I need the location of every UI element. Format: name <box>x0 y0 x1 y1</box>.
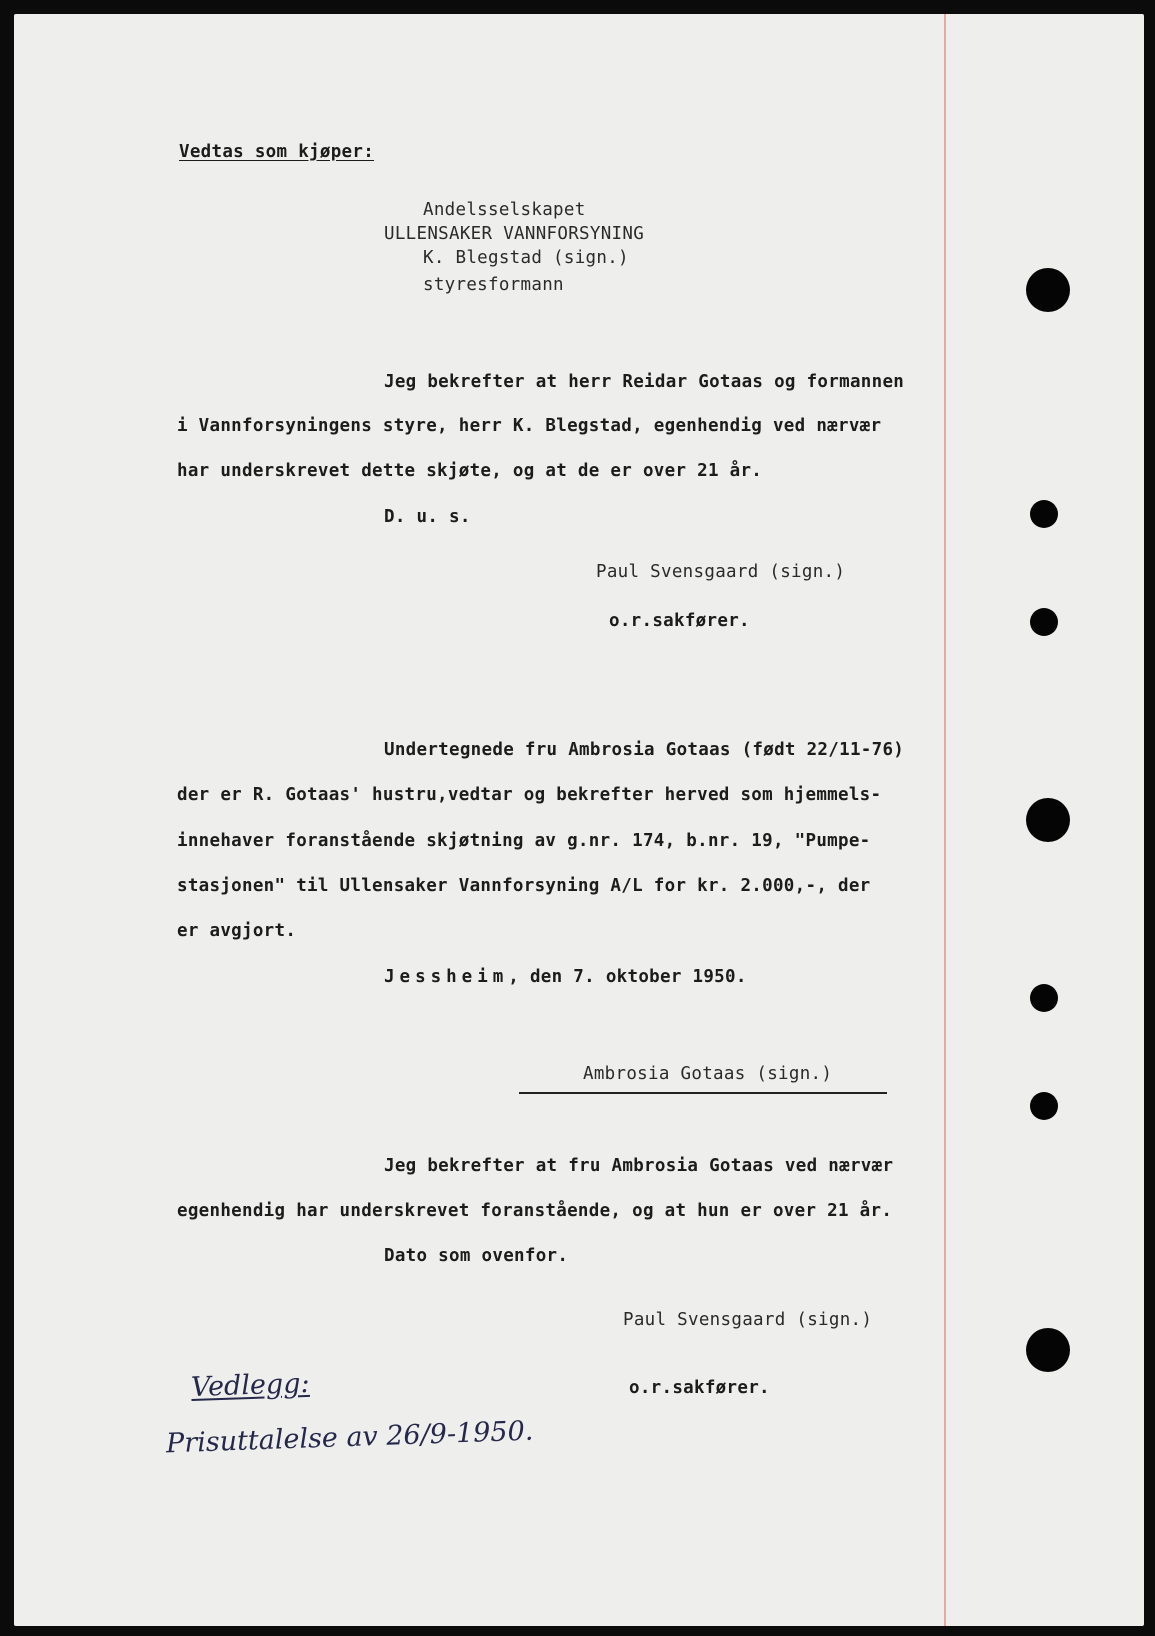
margin-line <box>944 14 946 1626</box>
punch-hole <box>1026 798 1070 842</box>
buyer-role: styresformann <box>423 275 564 295</box>
para2-line1: Undertegnede fru Ambrosia Gotaas (født 22/11-76) <box>384 740 905 760</box>
punch-hole <box>1030 1092 1058 1120</box>
punch-hole <box>1030 984 1058 1012</box>
sig1-name: Paul Svensgaard (sign.) <box>596 562 846 582</box>
heading: Vedtas som kjøper: <box>179 142 375 162</box>
para1-closing: D. u. s. <box>384 507 471 527</box>
para2-line5: er avgjort. <box>177 921 297 941</box>
para3-line2: egenhendig har underskrevet foranstående, og at hun er over 21 år. <box>177 1201 893 1221</box>
handwritten-attachment-label: Vedlegg: <box>190 1367 311 1404</box>
para3-line3: Dato som ovenfor. <box>384 1246 569 1266</box>
punch-hole <box>1026 268 1070 312</box>
para3-line1: Jeg bekrefter at fru Ambrosia Gotaas ved nærvær <box>384 1156 894 1176</box>
sig2-name: Ambrosia Gotaas (sign.) <box>583 1064 833 1084</box>
buyer-name: Andelsselskapet <box>423 200 586 220</box>
place: Jessheim <box>384 967 509 987</box>
punch-hole <box>1026 1328 1070 1372</box>
document-page <box>14 14 1144 1626</box>
punch-hole <box>1030 608 1058 636</box>
signature-line <box>519 1092 887 1094</box>
handwritten-attachment-note: Prisuttalelse av 26/9-1950. <box>165 1415 534 1460</box>
sig3-title: o.r.sakfører. <box>629 1378 770 1398</box>
para1-line3: har underskrevet dette skjøte, og at de er over 21 år. <box>177 461 763 481</box>
punch-hole <box>1030 500 1058 528</box>
date: , den 7. oktober 1950. <box>508 967 747 987</box>
sig3-name: Paul Svensgaard (sign.) <box>623 1310 873 1330</box>
place-date <box>384 967 747 987</box>
para1-line2: i Vannforsyningens styre, herr K. Blegstad, egenhendig ved nærvær <box>177 416 882 436</box>
buyer-signatory: K. Blegstad (sign.) <box>423 248 629 268</box>
para2-line3: innehaver foranstående skjøtning av g.nr. 174, b.nr. 19, "Pumpe- <box>177 831 871 851</box>
para2-line4: stasjonen" til Ullensaker Vannforsyning A/L for kr. 2.000,-, der <box>177 876 871 896</box>
sig1-title: o.r.sakfører. <box>609 611 750 631</box>
para2-line2: der er R. Gotaas' hustru,vedtar og bekrefter herved som hjemmels- <box>177 785 882 805</box>
para1-line1: Jeg bekrefter at herr Reidar Gotaas og formannen <box>384 372 905 392</box>
buyer-company: ULLENSAKER VANNFORSYNING <box>384 224 645 244</box>
